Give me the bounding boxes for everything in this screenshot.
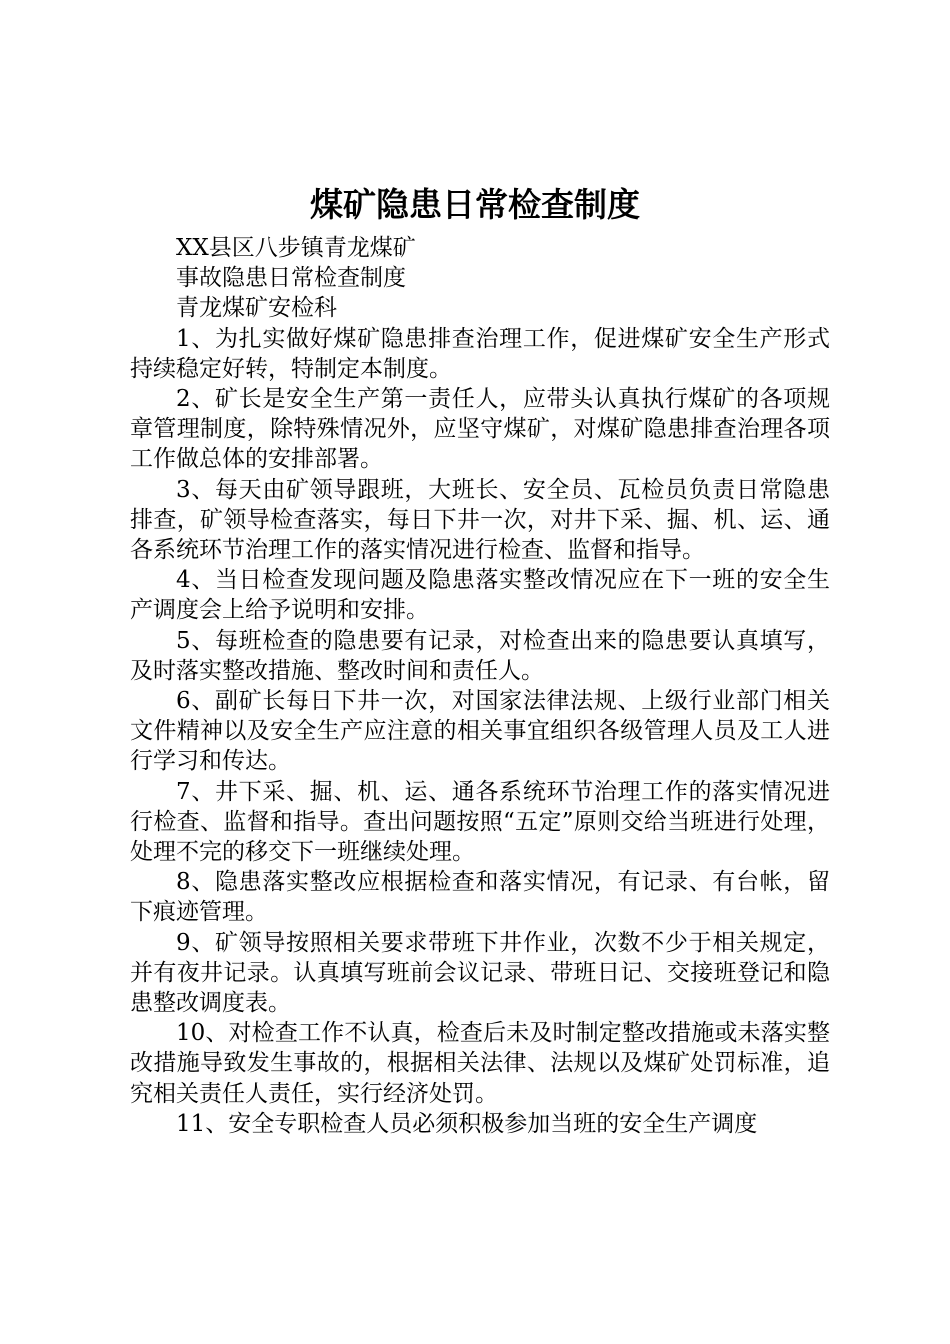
- document-title: 煤矿隐患日常检查制度: [310, 185, 640, 224]
- header-line-department: 青龙煤矿安检科: [176, 295, 337, 322]
- paragraph-10: 10、对检查工作不认真，检查后未及时制定整改措施或未落实整改措施导致发生事故的，根据相关法律、法规以及煤矿处罚标准，追究相关责任人责任，实行经济处罚。: [130, 1020, 830, 1107]
- paragraph-3: 3、每天由矿领导跟班，大班长、安全员、瓦检员负责日常隐患排查，矿领导检查落实，每日下井一次，对井下采、掘、机、运、通各系统环节治理工作的落实情况进行检查、监督和指导。: [130, 476, 830, 564]
- header-line-system-name: 事故隐患日常检查制度: [176, 265, 406, 292]
- paragraph-7: 7、井下采、掘、机、运、通各系统环节治理工作的落实情况进行检查、监督和指导。查出问题按照“五定”原则交给当班进行处理，处理不完的移交下一班继续处理。: [130, 778, 830, 866]
- paragraph-5: 5、每班检查的隐患要有记录，对检查出来的隐患要认真填写，及时落实整改措施、整改时间和责任人。: [130, 627, 830, 684]
- paragraph-9: 9、矿领导按照相关要求带班下井作业，次数不少于相关规定，并有夜井记录。认真填写班前会议记录、带班日记、交接班登记和隐患整改调度表。: [130, 929, 830, 1017]
- paragraph-8: 8、隐患落实整改应根据检查和落实情况，有记录、有台帐，留下痕迹管理。: [130, 869, 830, 926]
- paragraph-1: 1、为扎实做好煤矿隐患排查治理工作，促进煤矿安全生产形式持续稳定好转，特制定本制度。: [130, 325, 830, 382]
- paragraph-11: 11、安全专职检查人员必须积极参加当班的安全生产调度: [176, 1110, 758, 1137]
- header-line-county-mine: XX县区八步镇青龙煤矿: [176, 235, 416, 261]
- paragraph-2: 2、矿长是安全生产第一责任人，应带头认真执行煤矿的各项规章管理制度，除特殊情况外，应坚守煤矿，对煤矿隐患排查治理各项工作做总体的安排部署。: [130, 386, 830, 473]
- paragraph-6: 6、副矿长每日下井一次，对国家法律法规、上级行业部门相关文件精神以及安全生产应注意的相关事宜组织各级管理人员及工人进行学习和传达。: [130, 688, 830, 775]
- paragraph-4: 4、当日检查发现问题及隐患落实整改情况应在下一班的安全生产调度会上给予说明和安排。: [130, 567, 830, 624]
- document-body: [130, 233, 830, 1139]
